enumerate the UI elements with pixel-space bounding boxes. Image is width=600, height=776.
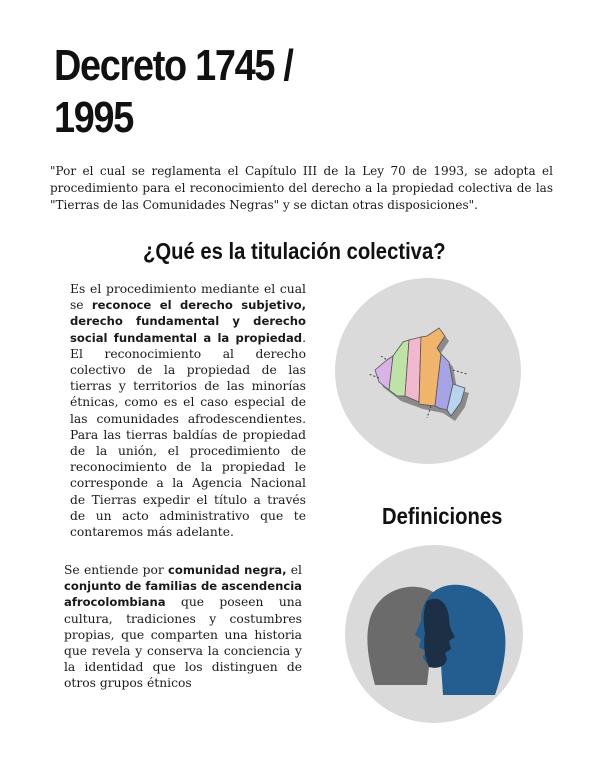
titulacion-text-a: Es el procedimiento mediante el cual se: [70, 282, 306, 313]
section-heading-definiciones: Definiciones: [382, 503, 503, 529]
definicion-text-c: que poseen una cultura, tradiciones y costumbres propias, que comparten una historia que revela y conserva la conciencia y la identidad que los distinguen de otros grupos étnicos: [64, 595, 302, 691]
definicion-bold-1: comunidad negra,: [167, 563, 287, 577]
titulacion-bold: reconoce el derecho subjetivo, derecho fundamental y derecho social fundamental a la propiedad: [70, 298, 306, 345]
colombia-map-icon: [335, 278, 521, 464]
page-title: [54, 40, 415, 144]
titulacion-text-b: . El reconocimiento al derecho colectivo de la propiedad de las tierras y territorios de las minorías étnicas, como es el caso especial de las comunidades afrodescendientes. Para las tierras baldías de propiedad de la unión, el procedimiento de reconocimiento de la propiedad le corresponde a la Agencia Nacional de Tierras expedir el título a través de un acto administrativo que te contaremos más adelante.: [70, 330, 306, 540]
definicion-text-a: Se entiende por: [64, 563, 168, 577]
people-profiles-icon: [345, 545, 523, 723]
intro-quote: "Por el cual se reglamenta el Capítulo III de la Ley 70 de 1993, se adopta el procedimiento para el reconocimiento del derecho a la propiedad colectiva de las "Tierras de las Comunidades Negras" y se dictan otras disposiciones".: [50, 164, 553, 212]
title-line-1: Decreto 1745 /: [54, 41, 293, 90]
definicion-text-b: el: [286, 563, 302, 577]
titulacion-paragraph: [70, 281, 306, 540]
definicion-paragraph: [64, 562, 302, 692]
title-line-2: 1995: [54, 93, 134, 142]
definicion-bold-2: conjunto de familias de ascendencia afrocolombiana: [64, 579, 302, 610]
section-heading-titulacion: ¿Qué es la titulación colectiva?: [143, 238, 446, 264]
